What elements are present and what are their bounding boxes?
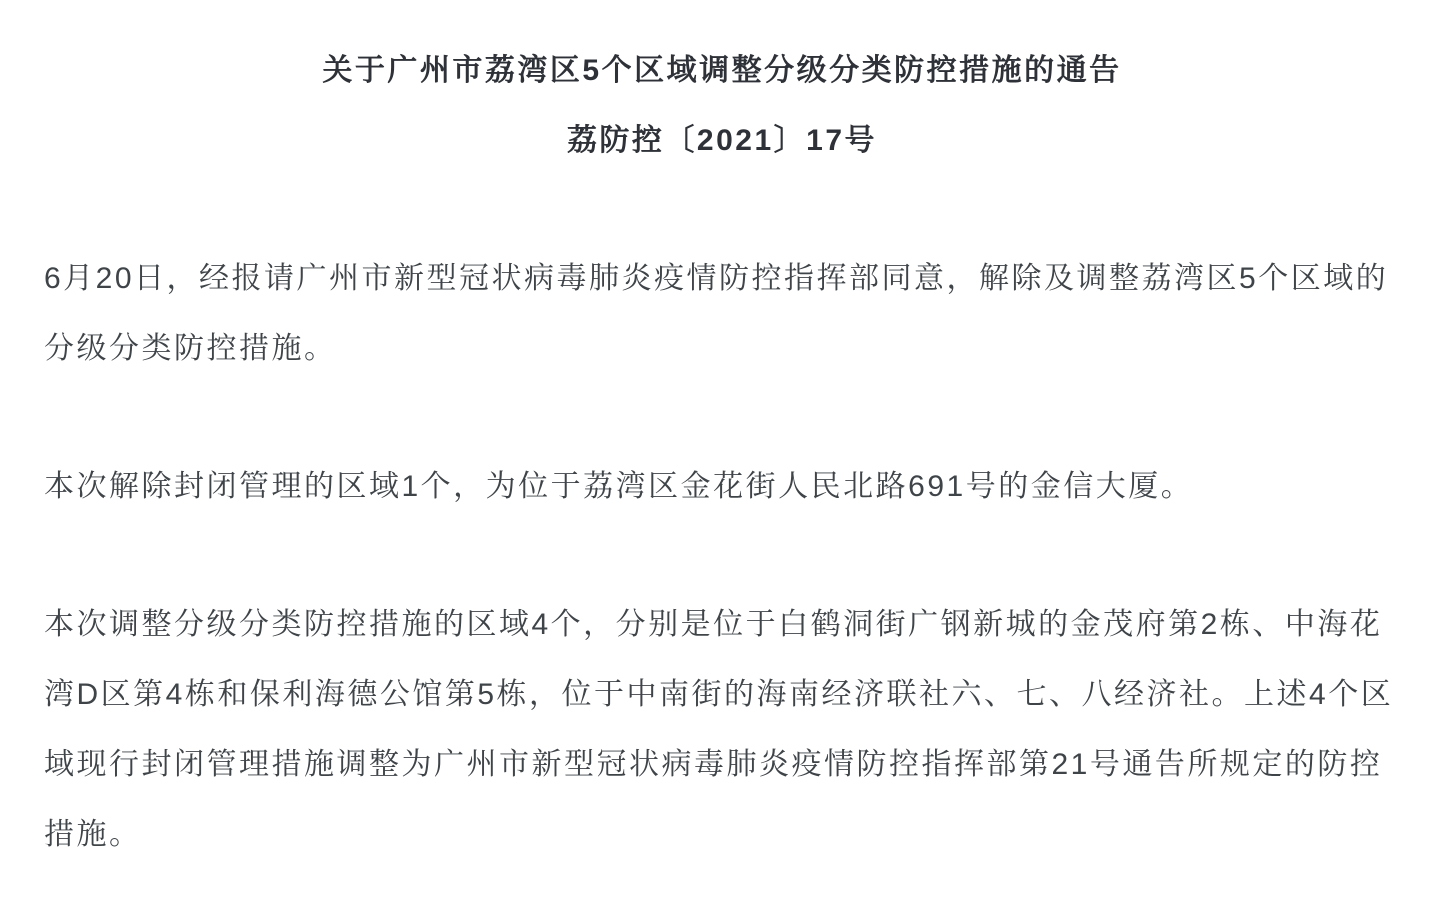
doc-number: 荔防控〔2021〕17号	[566, 124, 878, 157]
doc-body	[44, 244, 1400, 870]
doc-header	[44, 36, 1400, 176]
paragraph-lifted-area: 本次解除封闭管理的区域1个，为位于荔湾区金花街人民北路691号的金信大厦。	[44, 470, 1194, 503]
paragraph-adjusted-areas: 本次调整分级分类防控措施的区域4个，分别是位于白鹤洞街广钢新城的金茂府第2栋、中海花湾D区第4栋和保利海德公馆第5栋，位于中南街的海南经济联社六、七、八经济社。上述4个区域现行封闭管理措施调整为广州市新型冠状病毒肺炎疫情防控指挥部第21号通告所规定的防控措施。	[44, 608, 1394, 851]
paragraph-intro: 6月20日，经报请广州市新型冠状病毒肺炎疫情防控指挥部同意，解除及调整荔湾区5个区域的分级分类防控措施。	[44, 262, 1389, 365]
notice-title: 关于广州市荔湾区5个区域调整分级分类防控措施的通告	[322, 54, 1122, 87]
